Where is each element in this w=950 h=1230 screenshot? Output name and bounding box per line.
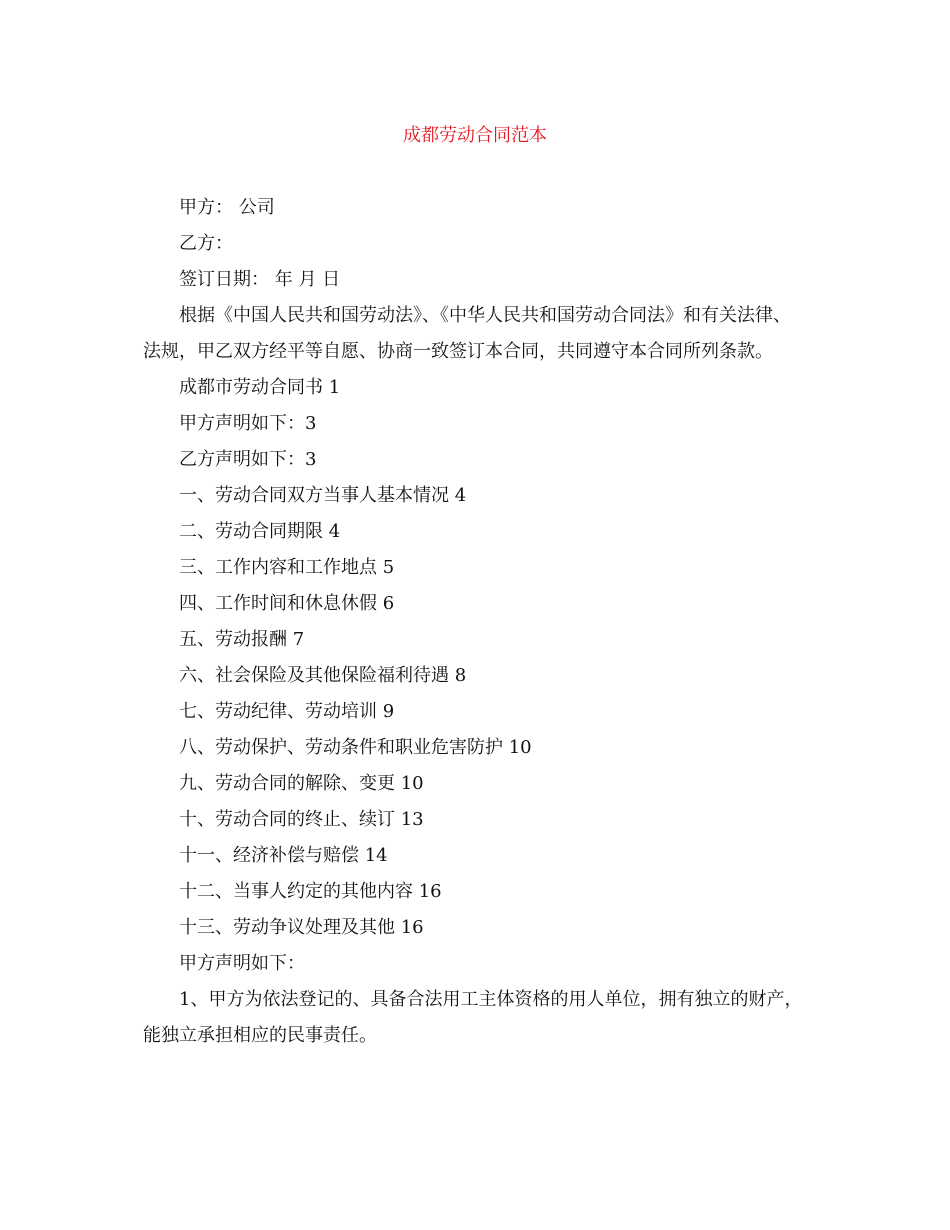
clause-paragraph: 1、甲方为依法登记的、具备合法用工主体资格的用人单位，拥有独立的财产，能独立承担相应的民事责任。	[143, 989, 803, 1046]
preamble-paragraph: 根据《中国人民共和国劳动法》、《中华人民共和国劳动合同法》和有关法律、法规，甲乙双方经平等自愿、协商一致签订本合同，共同遵守本合同所列条款。	[143, 305, 791, 362]
toc-item: 六、社会保险及其他保险福利待遇 8	[179, 665, 467, 686]
document-title: 成都劳动合同范本	[403, 125, 547, 146]
toc-item: 三、工作内容和工作地点 5	[179, 557, 395, 578]
toc-item: 五、劳动报酬 7	[179, 629, 305, 650]
toc-item: 成都市劳动合同书 1	[179, 377, 341, 398]
toc-item: 十三、劳动争议处理及其他 16	[179, 917, 424, 938]
section-heading: 甲方声明如下：	[179, 953, 305, 974]
sign-date-line: 签订日期： 年 月 日	[179, 269, 341, 290]
toc-item: 十、劳动合同的终止、续订 13	[179, 809, 424, 830]
toc-item: 十二、当事人约定的其他内容 16	[179, 881, 442, 902]
party-a-line: 甲方： 公司	[179, 197, 275, 218]
party-b-line: 乙方：	[179, 233, 233, 254]
document-body	[143, 190, 803, 1054]
toc-item: 七、劳动纪律、劳动培训 9	[179, 701, 395, 722]
toc-item: 十一、经济补偿与赔偿 14	[179, 845, 388, 866]
toc-item: 四、工作时间和休息休假 6	[179, 593, 395, 614]
toc-item: 八、劳动保护、劳动条件和职业危害防护 10	[179, 737, 532, 758]
toc-item: 乙方声明如下：3	[179, 449, 317, 470]
toc-item: 二、劳动合同期限 4	[179, 521, 341, 542]
toc-item: 九、劳动合同的解除、变更 10	[179, 773, 424, 794]
toc-item: 一、劳动合同双方当事人基本情况 4	[179, 485, 467, 506]
toc-item: 甲方声明如下：3	[179, 413, 317, 434]
